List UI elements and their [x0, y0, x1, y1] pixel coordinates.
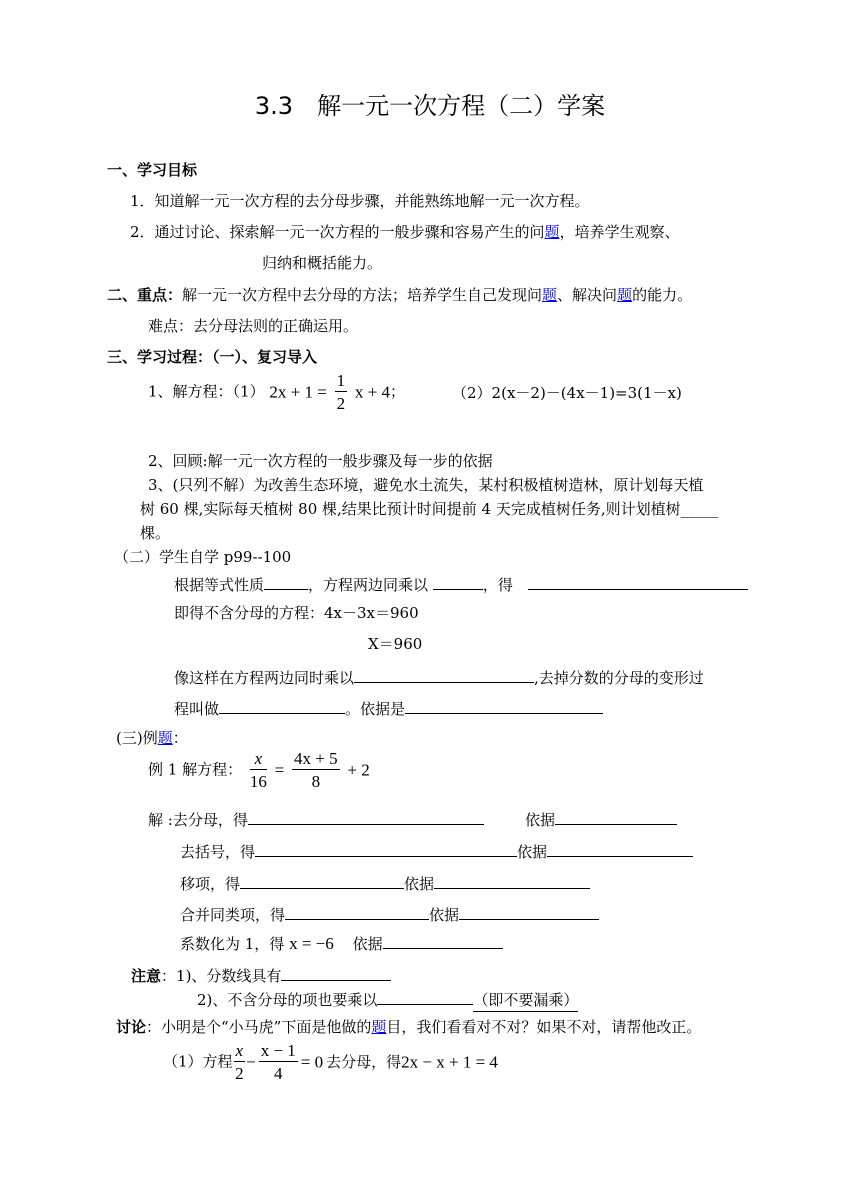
self-study-heading: （二）学生自学 p99--100 [114, 548, 292, 566]
note-item-1 [131, 966, 391, 984]
problem-link[interactable]: 题 [617, 286, 633, 304]
solution-step-2 [180, 842, 693, 860]
objective-item-2-text-a: 2．通过讨论、探索解一元一次方程的一般步骤和容易产生的问 [130, 223, 545, 241]
answer-blank[interactable] [434, 874, 590, 889]
answer-blank[interactable] [405, 699, 603, 714]
problem-1-label: （1）方程 [163, 1052, 233, 1071]
objective-item-1: 1．知道解一元一次方程的去分母步骤，并能熟练地解一元一次方程。 [130, 192, 590, 210]
answer-blank[interactable] [240, 874, 404, 889]
discussion-text-b: 目，我们看看对不对？如果不对，请帮他改正。 [386, 1018, 702, 1036]
self-study-line-4 [174, 668, 704, 686]
basis-label: 依据 [404, 875, 435, 893]
fraction-numerator: x − 1 [260, 1041, 296, 1060]
discussion-line [116, 1020, 701, 1035]
step-1-text: 解 :去分母，得 [148, 811, 248, 829]
section-heading-process: 三、学习过程：（一）、复习导入 [107, 348, 318, 366]
fraction-denominator: 8 [311, 772, 321, 791]
note-item-2-text: 2)、不含分母的项也要乘以 [197, 991, 378, 1009]
note-item-2-paren: （即不要漏乘） [473, 991, 578, 1012]
answer-blank[interactable] [528, 575, 748, 590]
q1-label: 1、解方程：（1） [148, 382, 265, 401]
key-points-text-b: 、解决问 [557, 286, 618, 304]
q1-fraction [335, 372, 348, 412]
problem-1-text: 去分母，得 [326, 1052, 402, 1071]
self-study-line-3: X＝960 [368, 635, 423, 653]
review-question-1 [148, 372, 405, 418]
objective-item-2-continued: 归纳和概括能力。 [262, 254, 383, 272]
fraction-denominator: 2 [235, 1064, 244, 1083]
examples-heading-text-b: ： [172, 729, 188, 747]
answer-blank[interactable] [285, 905, 429, 920]
step-4-text: 合并同类项，得 [180, 906, 286, 924]
key-points-heading: 二、重点： [107, 286, 183, 304]
answer-blank[interactable] [281, 966, 391, 981]
self-study-text-f: 程叫做 [174, 700, 220, 718]
fraction-numerator: 4x + 5 [294, 749, 338, 768]
discussion-text-a: ：小明是个“小马虎”下面是他做的 [146, 1018, 372, 1036]
basis-label: 依据 [429, 906, 460, 924]
self-study-text-c: ，得 [482, 576, 513, 594]
problem-link[interactable]: 题 [544, 223, 560, 241]
self-study-line-5 [174, 699, 603, 717]
problem-1-result: 2x − x + 1 = 4 [401, 1052, 498, 1072]
solution-step-3 [180, 874, 590, 892]
self-study-text-a: 根据等式性质 [174, 576, 265, 594]
note-item-2 [197, 990, 578, 1008]
q1-fraction-numerator: 1 [336, 371, 346, 390]
key-points-text-a: 解一元一次方程中去分母的方法；培养学生自己发现问 [182, 286, 543, 304]
solution-step-1-basis [525, 810, 677, 828]
problem-1-fraction-2 [259, 1042, 298, 1082]
note-item-1-text: 1)、分数线具有 [176, 967, 282, 985]
example-1-plus-two: + 2 [347, 760, 370, 780]
self-study-line-1 [174, 575, 748, 593]
answer-blank[interactable] [255, 842, 517, 857]
example-1-label: 例 1 解方程： [148, 760, 243, 779]
review-question-3-line-1: 3、(只列不解）为改善生态环境，避免水土流失，某村积极植树造林，原计划每天植 [148, 476, 704, 494]
answer-blank[interactable] [377, 990, 473, 1005]
example-1-equals: = [274, 760, 285, 780]
basis-label: 依据 [525, 811, 556, 829]
problem-1-equals-zero: = 0 [300, 1052, 324, 1072]
self-study-text-g: 。依据是 [345, 700, 406, 718]
step-5-text: 系数化为 1，得 [180, 935, 285, 953]
solution-step-5 [180, 934, 503, 952]
review-question-3-line-2: 树 60 棵,实际每天植树 80 棵,结果比预计时间提前 4 天完成植树任务,则计划植树_____ [140, 500, 719, 518]
q1-fraction-denominator: 2 [336, 394, 346, 413]
fraction-denominator: 4 [273, 1064, 283, 1083]
answer-blank[interactable] [459, 905, 599, 920]
answer-blank[interactable] [354, 668, 534, 683]
step-2-text: 去括号，得 [180, 843, 256, 861]
answer-blank[interactable] [264, 575, 308, 590]
basis-label: 依据 [517, 843, 548, 861]
discussion-label: 讨论 [116, 1018, 147, 1036]
discussion-problem-1 [163, 1042, 498, 1090]
problem-1-fraction-1 [234, 1042, 246, 1082]
example-1 [148, 750, 370, 796]
page-title: 3.3 解一元一次方程（二）学案 [254, 92, 606, 120]
step-3-text: 移项，得 [180, 875, 241, 893]
solution-step-4 [180, 905, 599, 923]
fraction-numerator: x [250, 750, 267, 770]
self-study-text-e: ,去掉分数的分母的变形过 [534, 669, 704, 687]
example-1-fraction-2 [292, 750, 340, 790]
answer-blank[interactable] [383, 934, 503, 949]
q1-equation-right: x + 4 [354, 382, 390, 402]
q1-equation-left: 2x + 1 = [269, 382, 327, 402]
example-1-fraction-1 [250, 750, 267, 790]
review-question-2: 2、回顾:解一元一次方程的一般步骤及每一步的依据 [148, 452, 493, 470]
objective-item-2 [130, 225, 680, 240]
solution-step-1 [148, 810, 484, 828]
review-question-3-line-3: 棵。 [140, 524, 171, 542]
step-5-result: x = −6 [289, 934, 334, 953]
examples-heading [116, 731, 188, 746]
problem-link[interactable]: 题 [542, 286, 558, 304]
difficulty-line: 难点：去分母法则的正确运用。 [148, 317, 359, 335]
review-question-1-part-2: （2）2(x－2)－(4x－1)=3(1－x) [452, 384, 682, 402]
answer-blank[interactable] [555, 810, 677, 825]
problem-1-minus: − [246, 1052, 256, 1072]
section-heading-objectives: 一、学习目标 [107, 161, 198, 179]
self-study-line-2: 即得不含分母的方程：4x－3x＝960 [174, 604, 419, 622]
answer-blank[interactable] [433, 575, 483, 590]
self-study-text-b: ，方程两边同乘以 [308, 576, 429, 594]
objective-item-2-text-b: ，培养学生观察、 [559, 223, 680, 241]
basis-label: 依据 [352, 935, 383, 953]
self-study-text-d: 像这样在方程两边同时乘以 [174, 669, 355, 687]
key-points-line [107, 288, 692, 303]
key-points-text-c: 的能力。 [632, 286, 693, 304]
q1-semicolon: ； [389, 382, 405, 401]
fraction-numerator: x [235, 1041, 244, 1060]
problem-link[interactable]: 题 [371, 1018, 387, 1036]
problem-link[interactable]: 题 [157, 729, 173, 747]
note-colon: ： [161, 967, 177, 985]
answer-blank[interactable] [248, 810, 484, 825]
answer-blank[interactable] [219, 699, 345, 714]
answer-blank[interactable] [547, 842, 693, 857]
fraction-denominator: 16 [249, 772, 267, 791]
note-label: 注意 [131, 967, 162, 985]
examples-heading-text-a: (三)例 [116, 729, 158, 747]
